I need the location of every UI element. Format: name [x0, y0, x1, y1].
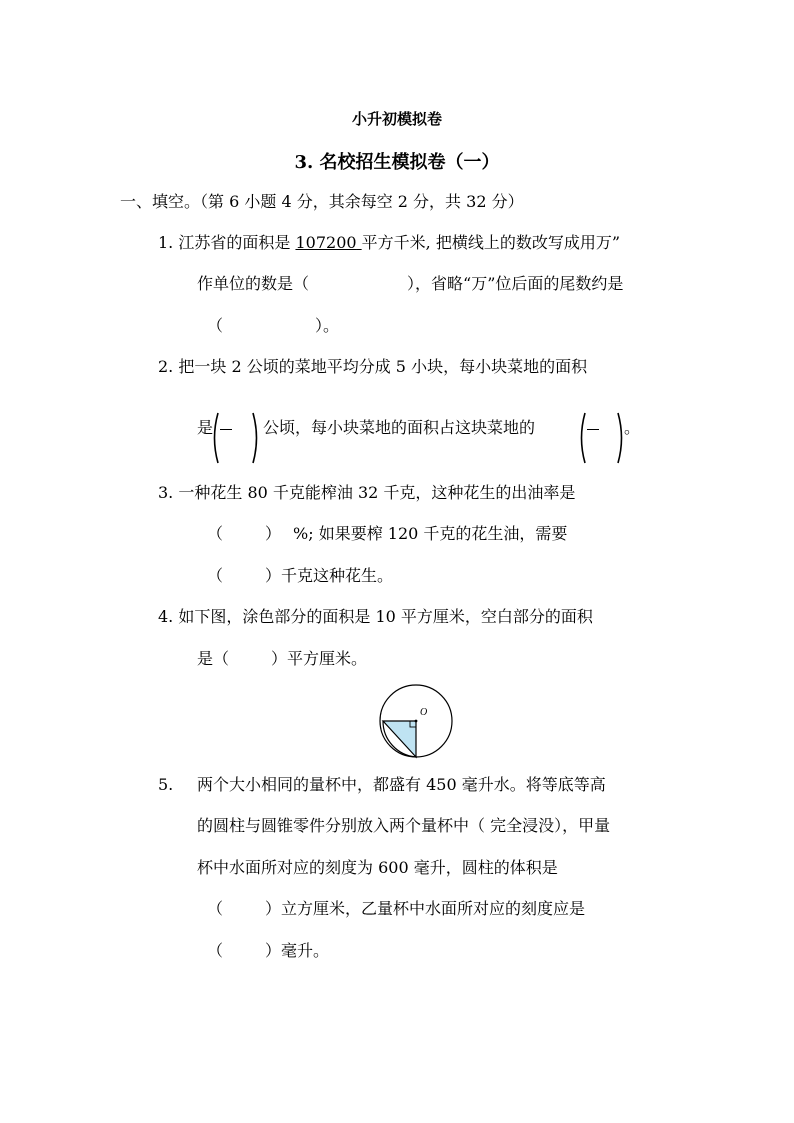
- q1-line3-text-b: ）。: [315, 316, 340, 335]
- question-4-line-2: [197, 649, 367, 669]
- fraction-bar[interactable]: [587, 429, 599, 430]
- q3-line3-text-a: （: [207, 566, 224, 585]
- question-number: 2.: [158, 357, 174, 376]
- q2-pre: 是: [197, 418, 214, 437]
- question-5-line-4: [207, 899, 585, 919]
- page-title: 小升初模拟卷: [351, 110, 442, 128]
- q5-line-3: 杯中水面所对应的刻度为 600 毫升，圆柱的体积是: [197, 858, 558, 877]
- section-heading: 一、填空。（第 6 小题 4 分，其余每空 2 分，共 32 分）: [120, 192, 524, 211]
- question-4-line-1: [158, 607, 593, 627]
- q1-underlined-value: 107200: [295, 233, 357, 252]
- fraction-bar[interactable]: [220, 429, 232, 430]
- q4-line2-text-b: ）平方厘米。: [271, 649, 368, 668]
- q4-line2-text-a: 是（: [197, 649, 230, 668]
- q1-text-a: 江苏省的面积是: [178, 233, 291, 252]
- question-3-line-2: [207, 524, 567, 544]
- question-2-line-1: [158, 357, 587, 377]
- q5-line-2: 的圆柱与圆锥零件分别放入两个量杯中（ 完全浸没），甲量: [197, 816, 611, 835]
- q5-line4-text-a: （: [207, 899, 224, 918]
- question-1-line-1: [158, 233, 620, 253]
- question-5-line-5: [207, 941, 329, 961]
- q5-line4-text-b: ）立方厘米，乙量杯中水面所对应的刻度应是: [265, 899, 586, 918]
- center-point: [415, 720, 418, 723]
- question-1-line-2: [197, 274, 623, 294]
- q3-line2-text-a: （: [207, 524, 224, 543]
- circle-figure: [376, 683, 456, 763]
- q5-line-1: 两个大小相同的量杯中，都盛有 450 毫升水。将等底等高: [197, 775, 606, 794]
- q5-line5-text-b: ）毫升。: [265, 941, 330, 960]
- q1-line3-text-a: （: [207, 316, 224, 335]
- q2-end: 。: [624, 418, 641, 437]
- q5-line5-text-a: （: [207, 941, 224, 960]
- question-number: 1.: [158, 233, 174, 252]
- left-paren-icon: [210, 412, 220, 464]
- question-number: 3.: [158, 483, 174, 502]
- q3-line2-text-b: ）: [265, 524, 282, 543]
- question-number: 4.: [158, 607, 174, 626]
- q2-text: 把一块 2 公顷的菜地平均分成 5 小块，每小块菜地的面积: [178, 357, 588, 376]
- page-subtitle: 3. 名校招生模拟卷（一）: [294, 152, 500, 173]
- q3-text: 一种花生 80 千克能榨油 32 千克，这种花生的出油率是: [178, 483, 576, 502]
- q2-mid: 公顷，每小块菜地的面积占这块菜地的: [263, 418, 536, 437]
- question-3-line-1: [158, 483, 575, 503]
- q1-line2-text-a: 作单位的数是（: [197, 274, 310, 293]
- q4-text: 如下图，涂色部分的面积是 10 平方厘米，空白部分的面积: [178, 607, 593, 626]
- q1-text-b: 平方千米, 把横线上的数改写成用万”: [361, 233, 620, 252]
- q1-line2-text-b: ），省略“万”位后面的尾数约是: [407, 274, 624, 293]
- q3-line3-text-b: ）千克这种花生。: [265, 566, 394, 585]
- left-paren-icon: [577, 412, 587, 464]
- question-number: 5.: [158, 775, 174, 794]
- right-paren-icon: [251, 412, 261, 464]
- question-1-line-3: [207, 316, 339, 336]
- question-3-line-3: [207, 566, 393, 586]
- q3-line2-text-c: %; 如果要榨 120 千克的花生油，需要: [293, 524, 568, 543]
- center-label: O: [420, 707, 428, 718]
